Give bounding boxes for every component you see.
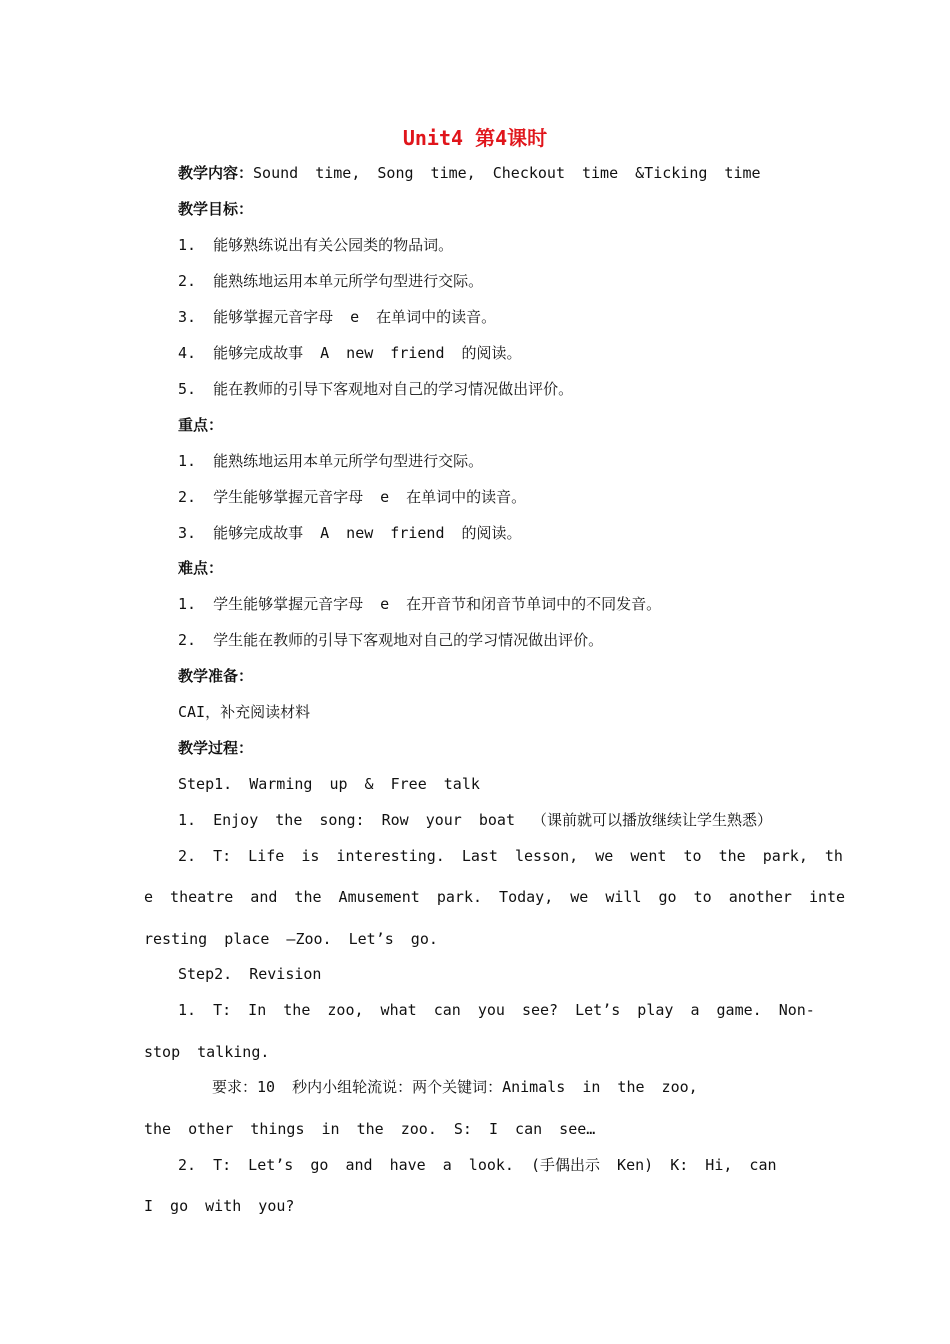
key-points-heading: 重点： [178, 416, 224, 434]
objective-item: 3. 能够掌握元音字母 e 在单词中的读音。 [178, 308, 497, 326]
preparation-text: CAI，补充阅读材料 [178, 703, 311, 721]
key-point-item: 3. 能够完成故事 A new friend 的阅读。 [178, 524, 522, 542]
difficulty-item: 2. 学生能在教师的引导下客观地对自己的学习情况做出评价。 [178, 631, 604, 649]
step-heading: Step1. Warming up & Free talk [178, 775, 480, 793]
difficulty-item: 1. 学生能够掌握元音字母 e 在开音节和闭音节单词中的不同发音。 [178, 595, 662, 613]
preparation-heading: 教学准备： [178, 667, 254, 685]
process-text: stop talking. [144, 1043, 270, 1061]
objectives-heading: 教学目标： [178, 200, 254, 218]
process-heading: 教学过程： [178, 739, 254, 757]
process-text: the other things in the zoo. S: I can see… [144, 1120, 596, 1138]
process-text: 2. T: Let’s go and have a look. (手偶出示 Ken) K: Hi, can [178, 1156, 777, 1174]
difficulties-heading: 难点： [178, 559, 224, 577]
process-text: 要求：10 秒内小组轮流说：两个关键词：Animals in the zoo, [212, 1078, 698, 1096]
content-line [178, 162, 761, 184]
objective-item: 4. 能够完成故事 A new friend 的阅读。 [178, 344, 522, 362]
process-text: resting place –Zoo. Let’s go. [144, 930, 438, 948]
objective-item: 5. 能在教师的引导下客观地对自己的学习情况做出评价。 [178, 380, 574, 398]
process-text: 1. T: In the zoo, what can you see? Let’s play a game. Non- [178, 1001, 815, 1019]
process-text: 2. T: Life is interesting. Last lesson, we went to the park, th [178, 847, 843, 865]
process-text: e theatre and the Amusement park. Today, we will go to another inte [144, 888, 846, 906]
objective-item: 1. 能够熟练说出有关公园类的物品词。 [178, 236, 454, 254]
page-title: Unit4 第4课时 [402, 126, 548, 150]
objective-item: 2. 能熟练地运用本单元所学句型进行交际。 [178, 272, 484, 290]
process-text: I go with you? [144, 1197, 295, 1215]
key-point-item: 1. 能熟练地运用本单元所学句型进行交际。 [178, 452, 484, 470]
process-text: 1. Enjoy the song: Row your boat （课前就可以播放继续让学生熟悉） [178, 811, 773, 829]
content-label: 教学内容： [178, 164, 254, 182]
content-text: Sound time, Song time, Checkout time &Ticking time [253, 164, 761, 182]
step-heading: Step2. Revision [178, 965, 322, 983]
key-point-item: 2. 学生能够掌握元音字母 e 在单词中的读音。 [178, 488, 527, 506]
